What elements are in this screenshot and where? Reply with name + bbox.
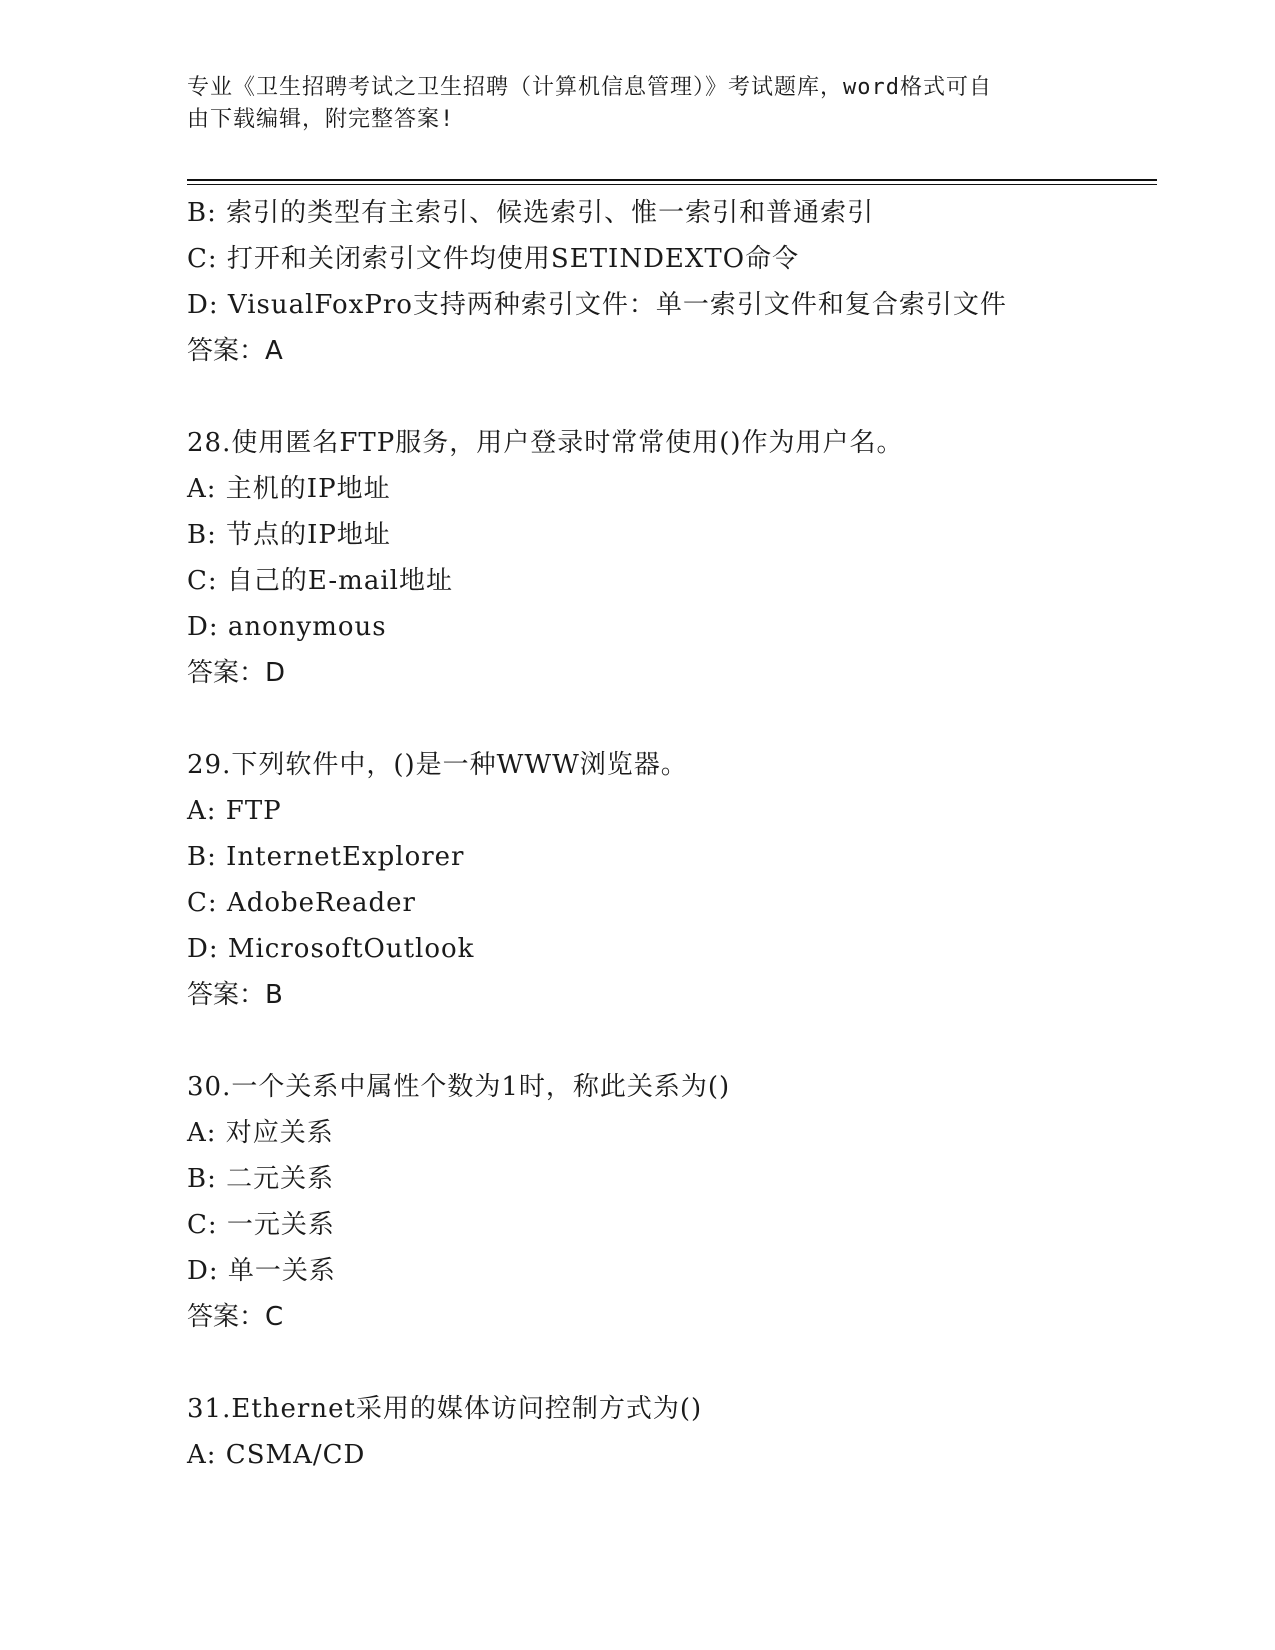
answer: 答案：C	[187, 1302, 284, 1332]
question-27-continued	[187, 190, 1147, 374]
header-divider	[187, 179, 1157, 181]
option-b: B: 索引的类型有主索引、候选索引、惟一索引和普通索引	[187, 198, 875, 228]
header-line-1: 专业《卫生招聘考试之卫生招聘（计算机信息管理）》考试题库，word格式可自	[187, 75, 992, 100]
question-stem: 30.一个关系中属性个数为1时，称此关系为()	[187, 1072, 731, 1102]
option-b: B: 二元关系	[187, 1164, 335, 1194]
question-list	[187, 190, 1147, 1478]
answer: 答案：B	[187, 980, 283, 1010]
option-c: C: 一元关系	[187, 1210, 335, 1240]
question-stem: 29.下列软件中，()是一种WWW浏览器。	[187, 750, 688, 780]
answer: 答案：A	[187, 336, 283, 366]
option-b: B: InternetExplorer	[187, 842, 465, 872]
header-divider-thin	[187, 184, 1157, 185]
spacer	[187, 374, 1147, 420]
spacer	[187, 1018, 1147, 1064]
spacer	[187, 1340, 1147, 1386]
question-30	[187, 1064, 1147, 1340]
option-d: D: MicrosoftOutlook	[187, 934, 475, 964]
question-stem: 31.Ethernet采用的媒体访问控制方式为()	[187, 1394, 703, 1424]
question-29	[187, 742, 1147, 1018]
spacer	[187, 696, 1147, 742]
answer: 答案：D	[187, 658, 286, 688]
option-c: C: 自己的E-mail地址	[187, 566, 453, 596]
option-a: A: 对应关系	[187, 1118, 334, 1148]
option-c: C: 打开和关闭索引文件均使用SETINDEXTO命令	[187, 244, 800, 274]
option-c: C: AdobeReader	[187, 888, 416, 918]
option-a: A: 主机的IP地址	[187, 474, 391, 504]
option-d: D: 单一关系	[187, 1256, 336, 1286]
header-line-2: 由下载编辑，附完整答案!	[187, 107, 455, 132]
option-b: B: 节点的IP地址	[187, 520, 391, 550]
option-d: D: anonymous	[187, 612, 387, 642]
option-a: A: FTP	[187, 796, 282, 826]
page-header	[187, 72, 1087, 136]
question-stem: 28.使用匿名FTP服务，用户登录时常常使用()作为用户名。	[187, 428, 904, 458]
option-d: D: VisualFoxPro支持两种索引文件：单一索引文件和复合索引文件	[187, 290, 1007, 320]
question-31	[187, 1386, 1147, 1478]
option-a: A: CSMA/CD	[187, 1440, 366, 1470]
question-28	[187, 420, 1147, 696]
